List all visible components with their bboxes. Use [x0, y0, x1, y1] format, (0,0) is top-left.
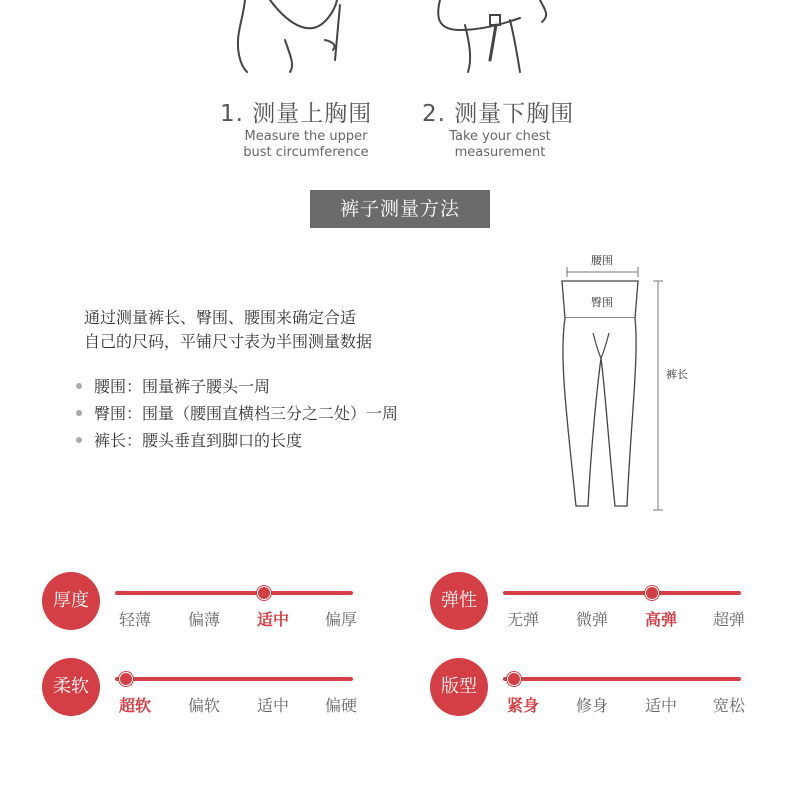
step-1-subtitle-line2: bust circumference	[243, 145, 369, 160]
list-item	[76, 400, 398, 427]
attribute-options	[503, 693, 751, 717]
step-1-subtitle-line1: Measure the upper	[244, 129, 368, 144]
attribute-option: 偏硬	[324, 696, 358, 715]
attribute-track	[115, 677, 353, 681]
pants-legs	[563, 318, 636, 506]
step-2-subtitle-line1: Take your chest	[449, 129, 551, 144]
section-banner: 裤子测量方法	[310, 190, 490, 228]
waist-label: 腰围	[591, 254, 613, 267]
step-1-title: 1. 测量上胸围	[220, 101, 373, 127]
attribute-option: 适中	[644, 696, 678, 715]
step-1-subtitle	[232, 129, 380, 161]
attribute-name: 弹性	[430, 572, 488, 630]
intro-line-2: 自己的尺码，平铺尺寸表为半围测量数据	[84, 332, 373, 351]
attribute-name: 厚度	[42, 572, 100, 630]
step-2-subtitle-line2: measurement	[454, 145, 546, 160]
attribute-option: 偏厚	[324, 610, 358, 629]
attribute-knob	[257, 586, 271, 600]
bullet-text: 腰围：围量裤子腰头一周	[94, 377, 271, 396]
bullet-icon	[76, 383, 82, 389]
attribute-options	[115, 607, 363, 631]
attribute-option: 微弹	[575, 610, 609, 629]
list-item	[76, 373, 398, 400]
attribute-option: 偏薄	[187, 610, 221, 629]
attribute-option: 偏软	[187, 696, 221, 715]
attribute-option: 超软	[118, 696, 152, 715]
intro-line-1: 通过测量裤长、臀围、腰围来确定合适	[84, 308, 357, 327]
bullet-icon	[76, 410, 82, 416]
attribute-option: 紧身	[506, 696, 540, 715]
attribute-track	[503, 591, 741, 595]
attribute-knob	[119, 672, 133, 686]
attribute-track	[503, 677, 741, 681]
attribute-option: 适中	[256, 610, 290, 629]
length-label: 裤长	[666, 368, 688, 381]
attribute-option: 超弹	[712, 610, 746, 629]
attribute-option: 适中	[256, 696, 290, 715]
waist-dimension-line	[567, 267, 638, 277]
attribute-knob	[645, 586, 659, 600]
step-2-title: 2. 测量下胸围	[422, 101, 575, 127]
attribute-track	[115, 591, 353, 595]
attribute-option: 无弹	[506, 610, 540, 629]
attribute-name: 柔软	[42, 658, 100, 716]
upper-bust-illustration	[225, 0, 425, 75]
pants-diagram	[545, 248, 705, 518]
measurement-list	[76, 373, 398, 454]
attribute-option: 轻薄	[118, 610, 152, 629]
attribute-option: 宽松	[712, 696, 746, 715]
step-2-subtitle	[430, 129, 570, 161]
attribute-options	[115, 693, 363, 717]
attribute-knob	[507, 672, 521, 686]
bullet-text: 臀围：围量（腰围直横档三分之二处）一周	[94, 404, 399, 423]
length-dimension-line	[653, 281, 663, 510]
attribute-options	[503, 607, 751, 631]
intro-text	[84, 306, 372, 354]
hip-label: 臀围	[591, 296, 613, 309]
attribute-option: 修身	[575, 696, 609, 715]
under-bust-illustration	[430, 0, 580, 75]
attribute-option: 高弹	[644, 610, 678, 629]
attribute-name: 版型	[430, 658, 488, 716]
bullet-icon	[76, 437, 82, 443]
list-item	[76, 427, 398, 454]
bullet-text: 裤长：腰头垂直到脚口的长度	[94, 431, 303, 450]
